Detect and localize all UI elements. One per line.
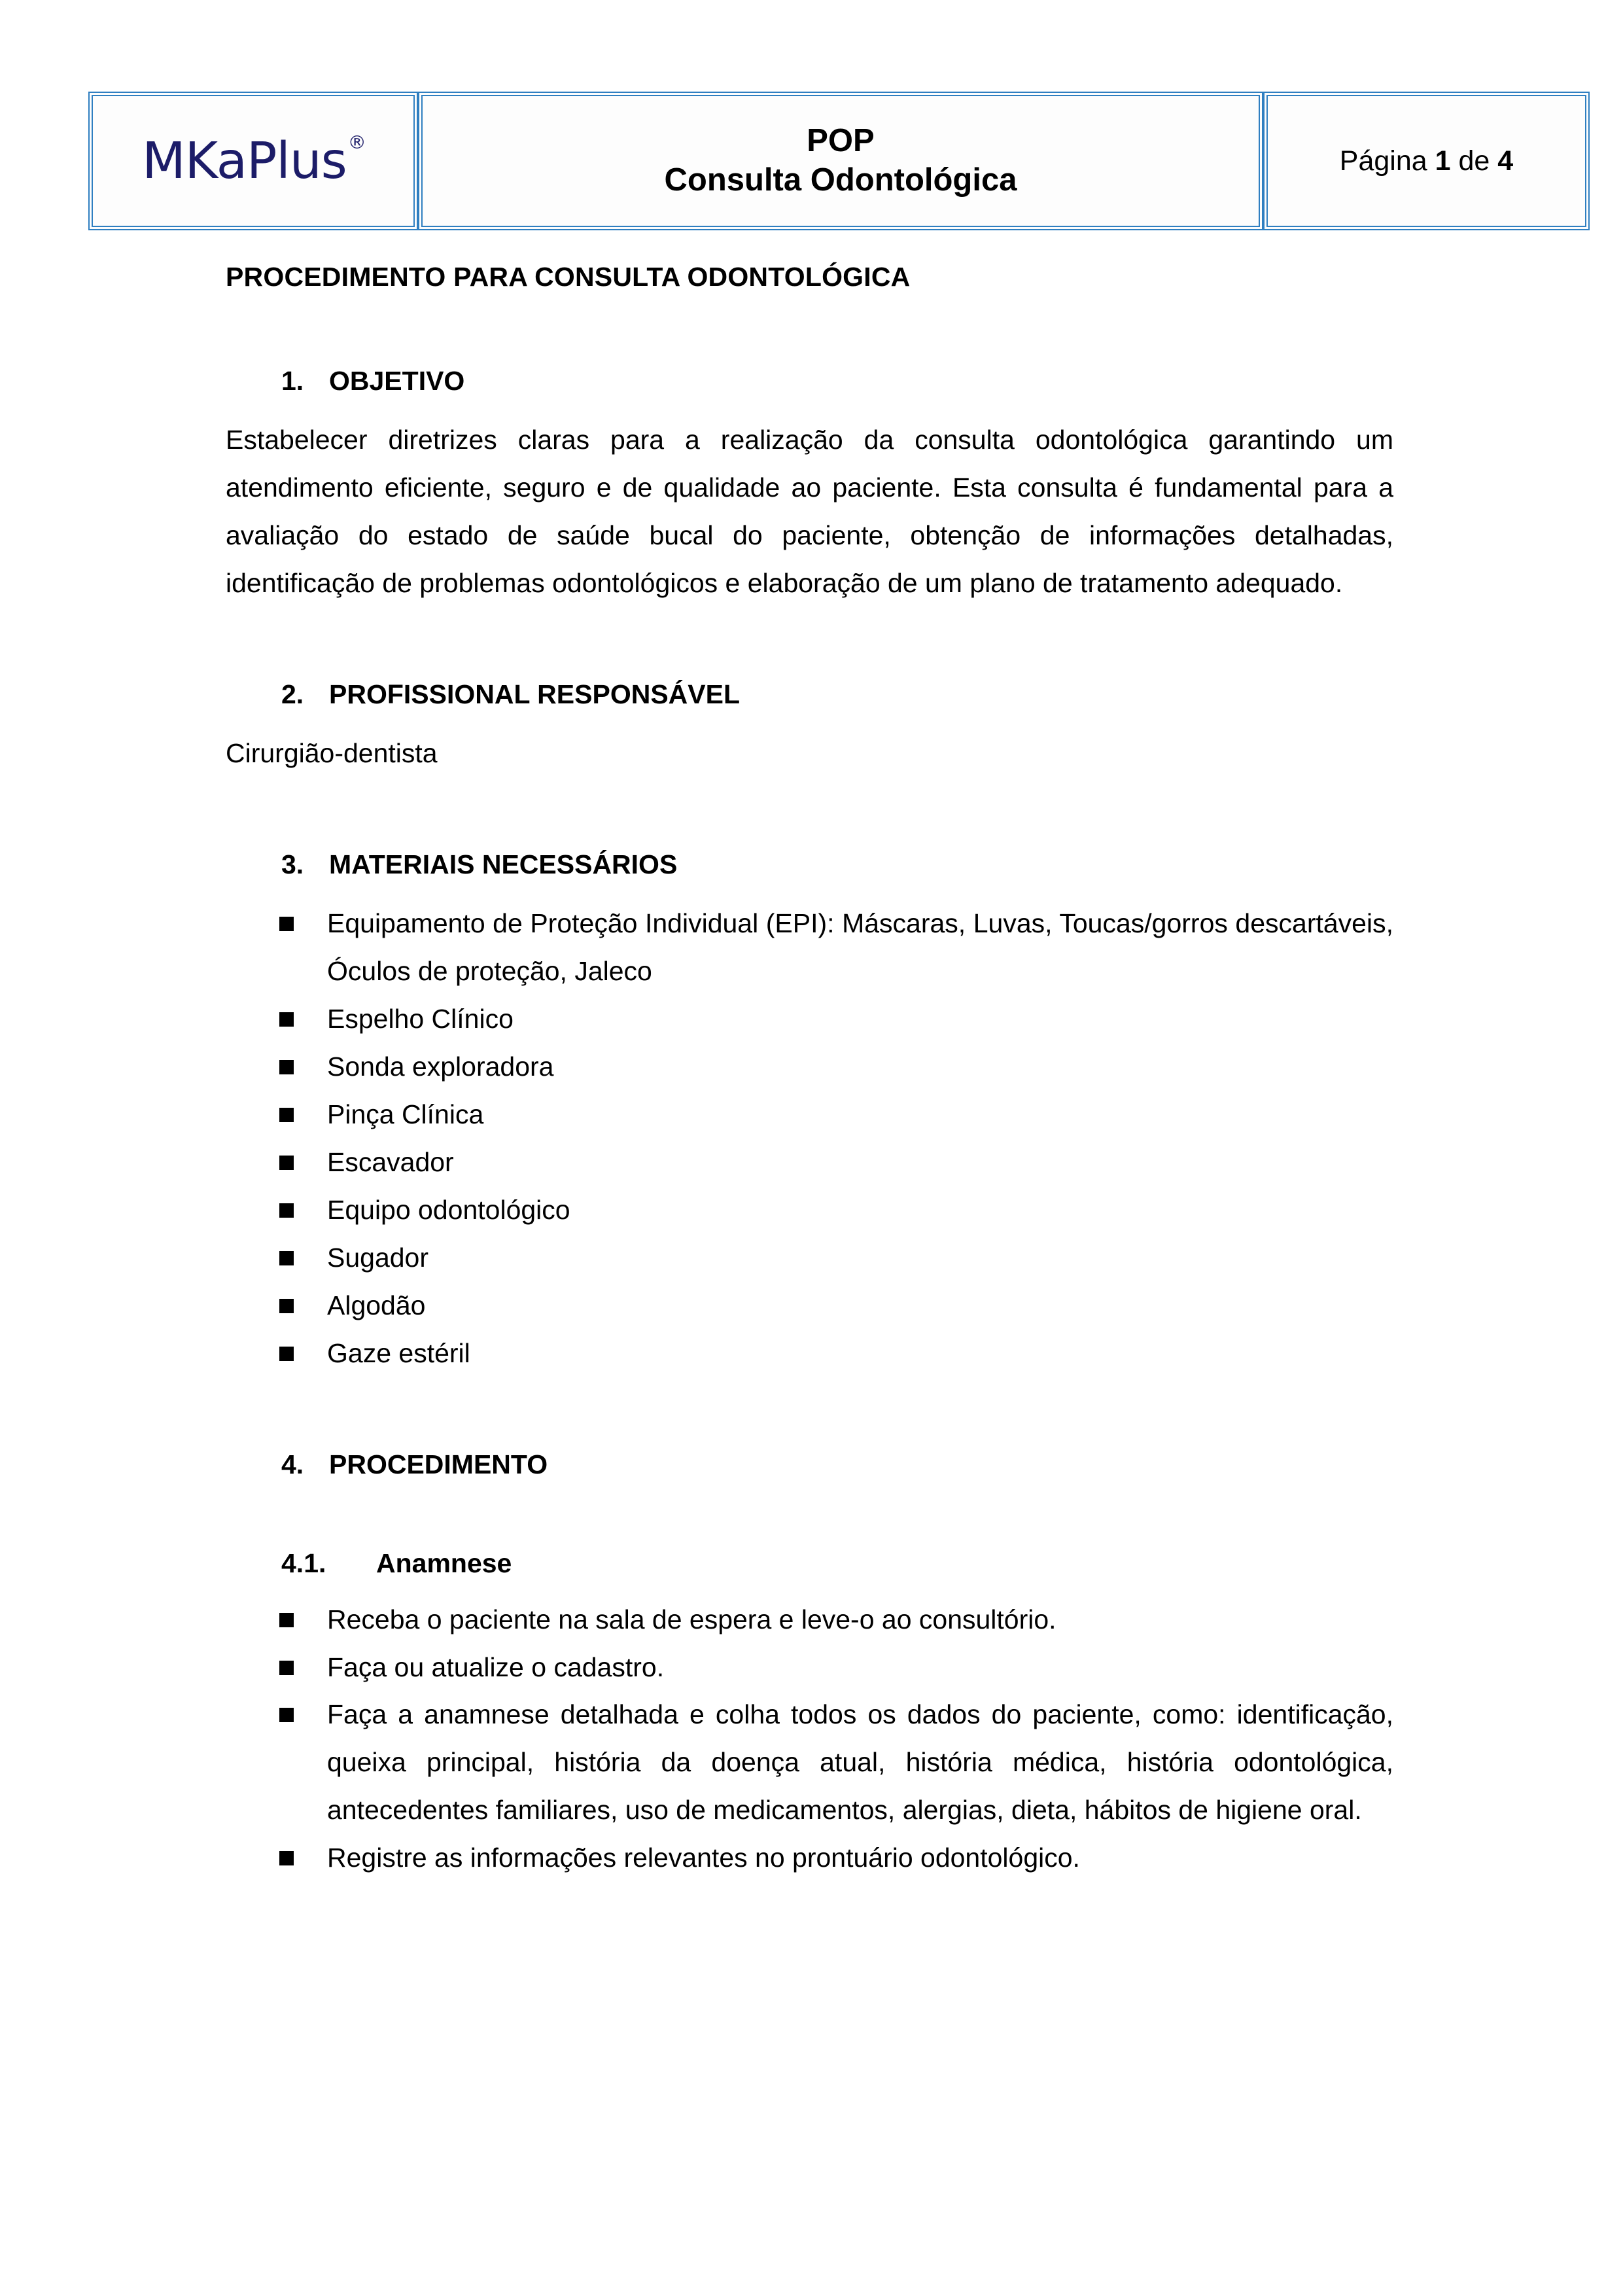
header-row xyxy=(88,92,1590,230)
list-item-text: Espelho Clínico xyxy=(327,1003,514,1034)
list-item-text: Receba o paciente na sala de espera e leve-o ao consultório. xyxy=(327,1604,1056,1634)
section-paragraph-profissional: Cirurgião-dentista xyxy=(226,737,438,768)
page-total-number: 4 xyxy=(1497,145,1514,177)
section-paragraph-objetivo: Estabelecer diretrizes claras para a realização da consulta odontológica garantindo um atendimento eficiente, seguro e de qualidade ao paciente. Esta consulta é fundamental para a avaliação do estado de saúde bucal do paciente, obtenção de informações detalhadas, identificação de problemas odontológicos e elaboração de um plano de tratamento adequado. xyxy=(226,425,1393,598)
square-bullet-icon xyxy=(279,1060,294,1074)
square-bullet-icon xyxy=(279,1613,294,1627)
subsection-number: 4.1. xyxy=(281,1547,326,1578)
list-item-text: Registre as informações relevantes no prontuário odontológico. xyxy=(327,1843,1080,1873)
section-heading-profissional xyxy=(226,679,1393,710)
list-item-text: Gaze estéril xyxy=(327,1337,470,1368)
list-item xyxy=(226,1139,1393,1186)
list-item-text: Faça ou atualize o cadastro. xyxy=(327,1651,665,1682)
header-cell-logo xyxy=(88,92,418,230)
list-item xyxy=(226,1091,1393,1139)
section-label: PROCEDIMENTO xyxy=(329,1449,548,1479)
list-item xyxy=(226,1282,1393,1330)
square-bullet-icon xyxy=(279,1203,294,1218)
header-cell-title xyxy=(418,92,1263,230)
list-item xyxy=(226,1186,1393,1234)
page-title: PROCEDIMENTO PARA CONSULTA ODONTOLÓGICA xyxy=(226,262,911,292)
section-heading-materiais xyxy=(226,849,1393,880)
list-item-text: Equipo odontológico xyxy=(327,1194,570,1225)
list-item-text: Algodão xyxy=(327,1290,426,1320)
list-item xyxy=(226,995,1393,1043)
list-item xyxy=(226,1644,1393,1691)
subsection-heading-anamnese xyxy=(226,1548,1393,1579)
page-prefix-label: Página xyxy=(1339,145,1435,177)
spacer xyxy=(226,1377,1393,1449)
square-bullet-icon xyxy=(279,917,294,931)
subsection-label: Anamnese xyxy=(376,1547,512,1578)
list-item-text: Escavador xyxy=(327,1146,454,1177)
list-item xyxy=(226,1330,1393,1377)
list-item-text: Equipamento de Proteção Individual (EPI): Máscaras, Luvas, Toucas/gorros descartáveis, Óculos de proteção, Jaleco xyxy=(327,908,1393,986)
registered-trademark-icon: ® xyxy=(347,131,366,153)
logo-wrap xyxy=(93,131,413,190)
list-item-text: Faça a anamnese detalhada e colha todos os dados do paciente, como: identificação, queixa principal, história da doença atual, história médica, história odontológica, antecedentes familiares, uso de medicamentos, alergias, dieta, hábitos de higiene oral. xyxy=(327,1699,1393,1826)
anamnese-list xyxy=(226,1596,1393,1882)
section-label: OBJETIVO xyxy=(329,366,465,396)
square-bullet-icon xyxy=(279,1851,294,1865)
list-item xyxy=(226,1234,1393,1282)
materials-list xyxy=(226,900,1393,1377)
square-bullet-icon xyxy=(279,1661,294,1675)
square-bullet-icon xyxy=(279,1299,294,1313)
square-bullet-icon xyxy=(279,1108,294,1122)
list-item-text: Sonda exploradora xyxy=(327,1051,554,1082)
section-number: 1. xyxy=(281,366,304,396)
section-label: MATERIAIS NECESSÁRIOS xyxy=(329,849,678,879)
company-logo xyxy=(142,131,366,190)
document-title-wrap xyxy=(423,122,1259,200)
page-current-number: 1 xyxy=(1435,145,1451,177)
spacer xyxy=(226,1500,1393,1548)
list-item xyxy=(226,900,1393,995)
square-bullet-icon xyxy=(279,1347,294,1361)
square-bullet-icon xyxy=(279,1156,294,1170)
doc-subject-label: Consulta Odontológica xyxy=(664,162,1017,198)
list-item xyxy=(226,1691,1393,1834)
section-number: 4. xyxy=(281,1449,304,1479)
square-bullet-icon xyxy=(279,1012,294,1027)
list-item-text: Pinça Clínica xyxy=(327,1099,484,1129)
page-middle-label: de xyxy=(1450,145,1498,177)
list-item xyxy=(226,1834,1393,1882)
header-cell-page-number xyxy=(1263,92,1590,230)
document-body xyxy=(226,262,1393,1882)
section-label: PROFISSIONAL RESPONSÁVEL xyxy=(329,679,741,709)
section-heading-procedimento xyxy=(226,1449,1393,1480)
doc-type-label: POP xyxy=(807,123,875,159)
section-number: 2. xyxy=(281,679,304,709)
spacer xyxy=(226,607,1393,679)
square-bullet-icon xyxy=(279,1251,294,1265)
square-bullet-icon xyxy=(279,1708,294,1722)
logo-name: MKaPlus xyxy=(142,132,347,190)
list-item-text: Sugador xyxy=(327,1242,429,1273)
list-item xyxy=(226,1596,1393,1644)
section-heading-objetivo xyxy=(226,366,1393,397)
document-header-table xyxy=(88,92,1590,230)
section-number: 3. xyxy=(281,849,304,879)
page-indicator xyxy=(1268,145,1585,177)
list-item xyxy=(226,1043,1393,1091)
spacer xyxy=(226,777,1393,849)
